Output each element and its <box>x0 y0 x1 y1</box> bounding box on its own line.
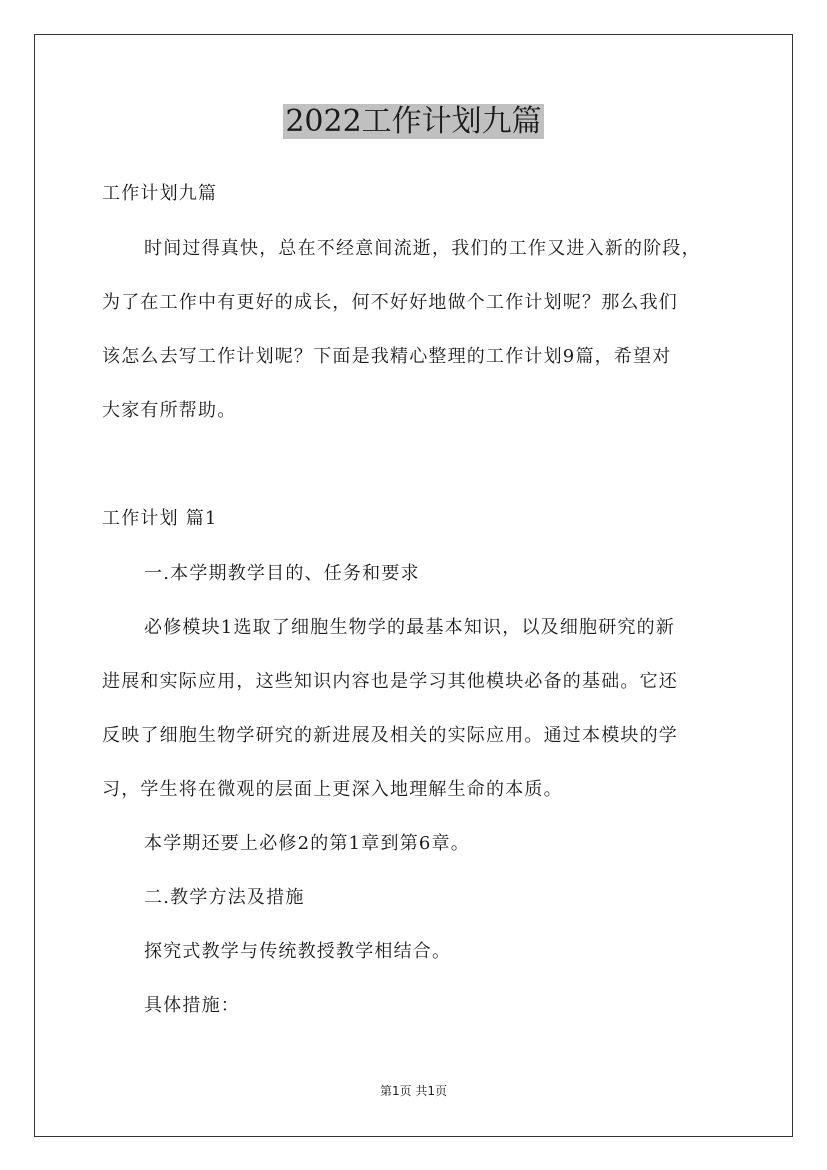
document-title <box>0 102 827 142</box>
paragraph-line: 大家有所帮助。 <box>102 400 237 421</box>
section-heading: 工作计划 篇1 <box>102 508 218 529</box>
paragraph-line: 探究式教学与传统教授教学相结合。 <box>144 941 452 962</box>
paragraph-line: 为了在工作中有更好的成长，何不好好地做个工作计划呢？那么我们 <box>102 292 678 313</box>
document-title-text: 2022工作计划九篇 <box>285 104 542 139</box>
page-footer: 第1页 共1页 <box>379 1084 448 1098</box>
paragraph-line: 该怎么去写工作计划呢？下面是我精心整理的工作计划9篇，希望对 <box>102 346 672 367</box>
paragraph-line: 反映了细胞生物学研究的新进展及相关的实际应用。通过本模块的学 <box>102 725 678 746</box>
paragraph-line: 具体措施： <box>144 995 240 1016</box>
subheading: 二.教学方法及措施 <box>144 887 305 908</box>
subheading: 一.本学期教学目的、任务和要求 <box>144 563 420 584</box>
paragraph-line: 本学期还要上必修2的第1章到第6章。 <box>144 833 470 854</box>
paragraph-line: 时间过得真快，总在不经意间流逝，我们的工作又进入新的阶段， <box>144 238 701 259</box>
paragraph-line: 进展和实际应用，这些知识内容也是学习其他模块必备的基础。它还 <box>102 671 678 692</box>
paragraph-line: 习，学生将在微观的层面上更深入地理解生命的本质。 <box>102 779 563 800</box>
section-heading: 工作计划九篇 <box>102 183 218 204</box>
paragraph-line: 必修模块1选取了细胞生物学的最基本知识，以及细胞研究的新 <box>144 617 676 638</box>
